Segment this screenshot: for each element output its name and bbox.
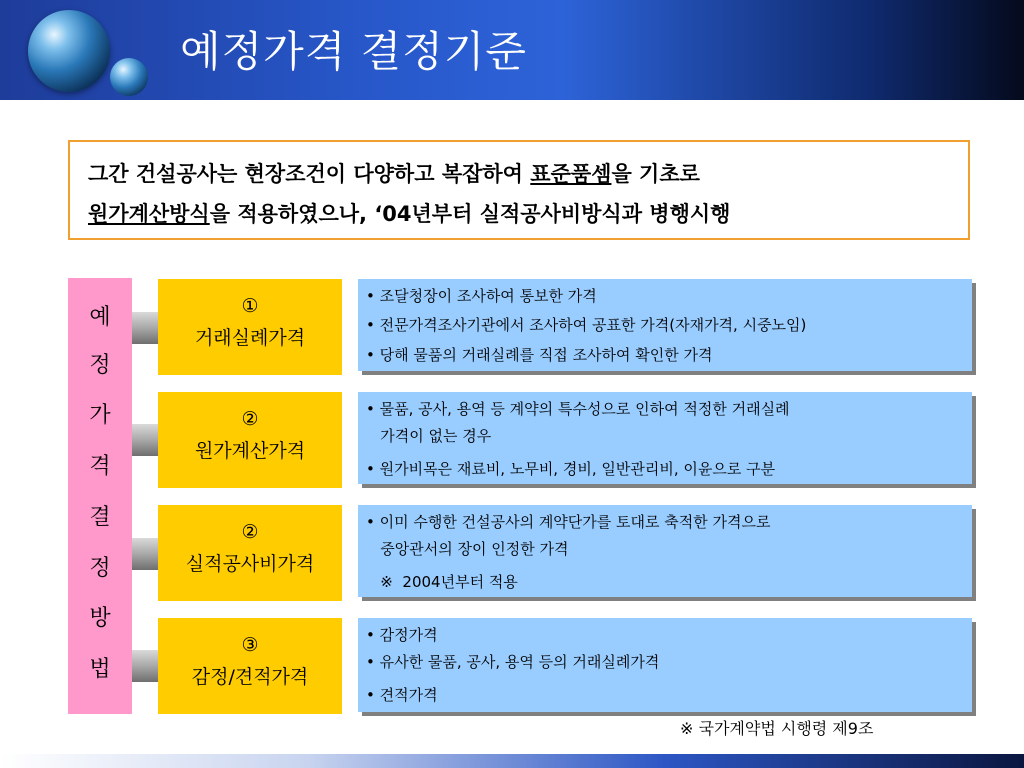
intro-line-2-text: 을 적용하였으나, ‘04년부터 실적공사비방식과 병행시행 — [209, 202, 731, 226]
method-number: ③ — [241, 634, 259, 656]
method-box-actual-cost — [158, 505, 342, 601]
intro-underlined-term-2: 원가계산방식 — [88, 202, 210, 226]
side-label-char: 예 — [89, 305, 111, 330]
page-title: 예정가격 결정기준 — [180, 27, 527, 76]
connector-bar — [132, 538, 158, 570]
method-detail-appraisal — [358, 618, 972, 712]
detail-item: ※ 2004년부터 적용 — [366, 573, 518, 591]
connector-bar — [132, 424, 158, 456]
footnote: ※ 국가계약법 시행령 제9조 — [680, 719, 874, 738]
intro-line-1 — [88, 154, 968, 194]
detail-item: • 이미 수행한 건설공사의 계약단가를 토대로 축적한 가격으로 — [366, 513, 771, 531]
detail-item: • 조달청장이 조사하여 통보한 가격 — [366, 287, 597, 305]
connector-bar — [132, 650, 158, 682]
intro-box — [68, 140, 970, 240]
globe-icon — [28, 10, 110, 92]
detail-item: 중앙관서의 장이 인정한 가격 — [366, 540, 569, 558]
side-label-char: 정 — [89, 353, 111, 378]
method-box-transaction — [158, 279, 342, 375]
detail-item: • 유사한 물품, 공사, 용역 등의 거래실례가격 — [366, 653, 660, 671]
detail-item: • 견적가격 — [366, 686, 438, 704]
intro-line-1-text-a: 그간 건설공사는 현장조건이 다양하고 복잡하여 — [88, 162, 531, 186]
side-label-bar — [68, 278, 132, 714]
intro-underlined-term-1: 표준품셈 — [530, 162, 612, 186]
method-label: 감정/견적가격 — [191, 666, 309, 688]
detail-item: • 감정가격 — [366, 626, 438, 644]
method-label: 원가계산가격 — [194, 440, 306, 462]
method-label: 실적공사비가격 — [185, 553, 315, 575]
method-number: ② — [241, 521, 259, 543]
side-label-char: 방 — [89, 606, 111, 631]
detail-item: • 원가비목은 재료비, 노무비, 경비, 일반관리비, 이윤으로 구분 — [366, 460, 776, 478]
method-number: ① — [241, 295, 259, 317]
method-detail-cost-calc — [358, 392, 972, 484]
side-label-char: 결 — [89, 505, 111, 530]
method-detail-actual-cost — [358, 505, 972, 597]
detail-item: • 물품, 공사, 용역 등 계약의 특수성으로 인하여 적정한 거래실례 — [366, 400, 790, 418]
intro-line-1-text-b: 을 기초로 — [611, 162, 700, 186]
intro-line-2 — [88, 194, 968, 234]
connector-bar — [132, 312, 158, 344]
footer-bar — [0, 754, 1024, 768]
method-detail-transaction — [358, 279, 972, 371]
method-box-appraisal — [158, 618, 342, 714]
detail-item: 가격이 없는 경우 — [366, 427, 492, 445]
method-label: 거래실례가격 — [194, 327, 306, 349]
side-label-char: 가 — [89, 403, 111, 428]
side-label-char: 법 — [89, 657, 111, 682]
side-label-char: 격 — [89, 454, 111, 479]
method-box-cost-calc — [158, 392, 342, 488]
side-label-char: 정 — [89, 556, 111, 581]
method-number: ② — [241, 408, 259, 430]
small-globe-icon — [110, 58, 148, 96]
detail-item: • 당해 물품의 거래실례를 직접 조사하여 확인한 가격 — [366, 346, 713, 364]
detail-item: • 전문가격조사기관에서 조사하여 공표한 가격(자재가격, 시중노임) — [366, 316, 807, 334]
